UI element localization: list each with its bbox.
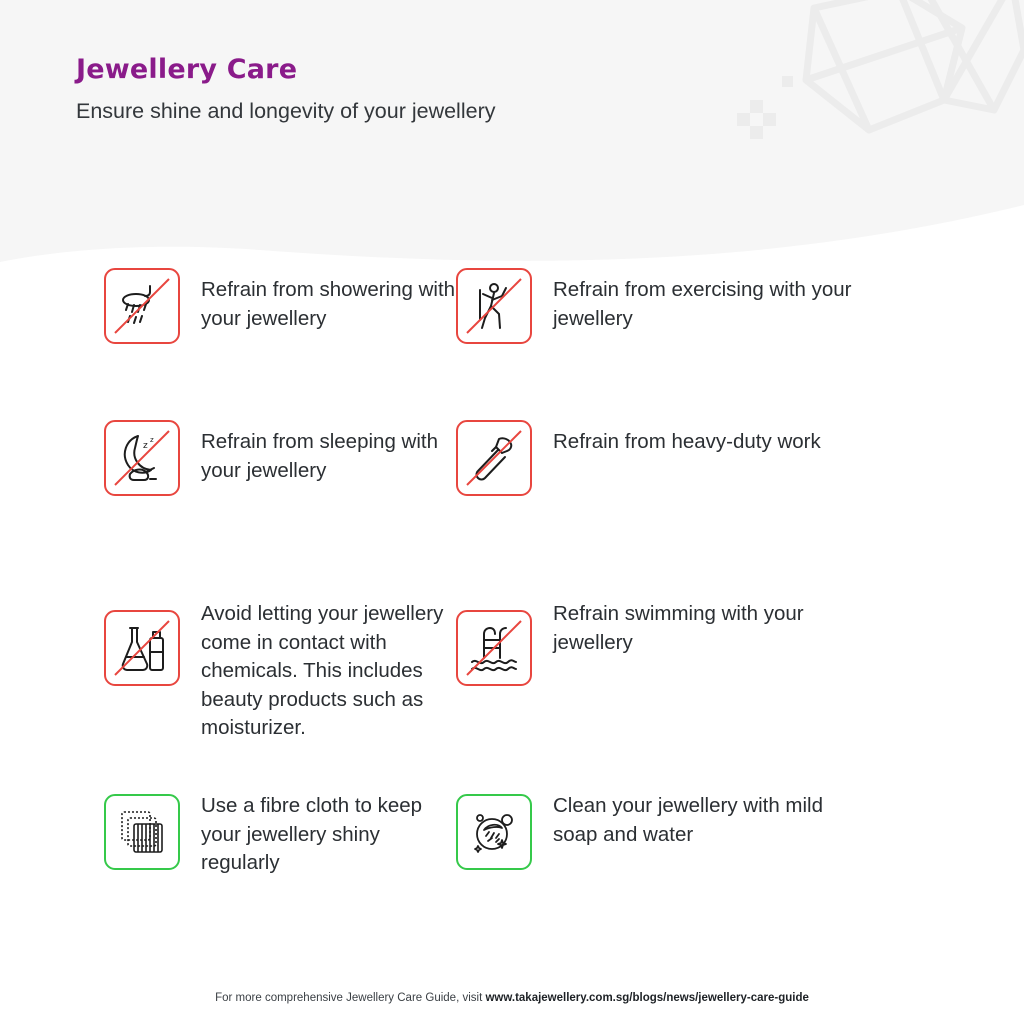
- tip-item-soap-water: [456, 784, 1024, 934]
- tips-row: [0, 784, 1024, 934]
- fibre-cloth-icon: [104, 794, 180, 870]
- tip-text: Use a fibre cloth to keep your jewellery shiny regularly: [201, 794, 423, 874]
- footer: [0, 992, 1024, 1004]
- tip-item-exercise: [456, 268, 1024, 420]
- exercise-icon: [456, 268, 532, 344]
- page-subtitle: Ensure shine and longevity of your jewellery: [76, 99, 496, 123]
- shower-icon: [104, 268, 180, 344]
- tip-item-chemicals: [0, 592, 456, 784]
- svg-text:z: z: [150, 436, 154, 444]
- header-banner: [0, 0, 1024, 268]
- svg-text:z: z: [143, 441, 148, 451]
- tip-text: Clean your jewellery with mild soap and water: [553, 794, 824, 846]
- tip-item-sleeping: [0, 420, 456, 592]
- tip-text: Avoid letting your jewellery come in contact with chemicals. This includes beauty products such as moisturizer.: [201, 602, 444, 739]
- swimming-pool-icon: [456, 610, 532, 686]
- tips-row: [0, 268, 1024, 420]
- tips-row: [0, 420, 1024, 592]
- chemicals-flask-icon: [104, 610, 180, 686]
- tip-text: Refrain swimming with your jewellery: [553, 602, 804, 654]
- soap-bubbles-icon: [456, 794, 532, 870]
- tip-item-shower: [0, 268, 456, 420]
- tips-grid: [0, 268, 1024, 934]
- footer-url[interactable]: www.takajewellery.com.sg/blogs/news/jewellery-care-guide: [485, 992, 809, 1004]
- tip-text: Refrain from sleeping with your jewellery: [201, 430, 438, 482]
- tip-item-fibre-cloth: [0, 784, 456, 934]
- tips-row: [0, 592, 1024, 784]
- tip-item-swimming: [456, 592, 1024, 784]
- page-title: Jewellery Care: [76, 54, 298, 85]
- hammer-icon: [456, 420, 532, 496]
- tip-text: Refrain from exercising with your jewellery: [553, 278, 852, 330]
- sleeping-moon-icon: [104, 420, 180, 496]
- tip-text: Refrain from showering with your jewellery: [201, 278, 456, 330]
- tip-text: Refrain from heavy-duty work: [553, 430, 821, 453]
- footer-prefix: For more comprehensive Jewellery Care Guide, visit: [215, 992, 486, 1004]
- diamond-watermark-icon: [694, 0, 1024, 210]
- tip-item-heavy-duty: [456, 420, 1024, 592]
